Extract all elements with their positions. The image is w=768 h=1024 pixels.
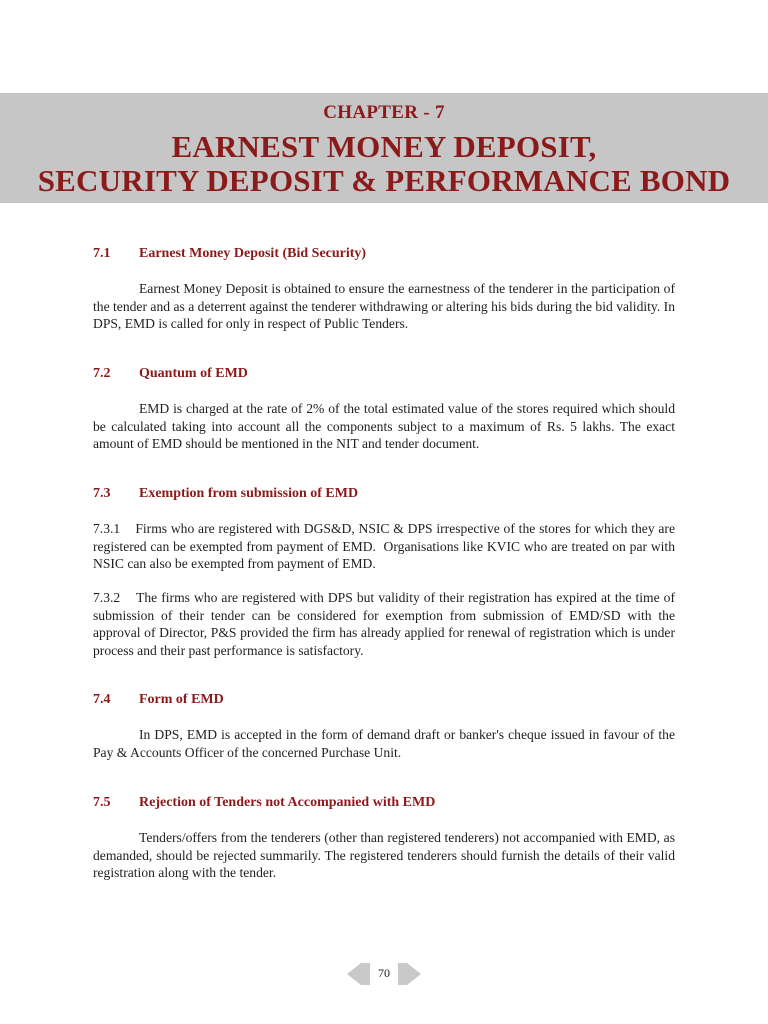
section-heading-7-3 [93, 486, 693, 502]
section-title: Exemption from submission of EMD [139, 486, 359, 501]
section-title: Quantum of EMD [139, 366, 248, 381]
section-heading-7-4 [93, 692, 693, 708]
section-number: 7.2 [93, 366, 111, 381]
subsection-paragraph-7-3-1: 7.3.1 Firms who are registered with DGS&D, NSIC & DPS irrespective of the stores for which they are registered can be exempted from payment of EMD. Organisations like KVIC who are treated on par with NSIC can also be exempted from payment of EMD. [93, 521, 679, 571]
section-number: 7.4 [93, 692, 111, 707]
chapter-banner [0, 93, 768, 203]
section-paragraph-7-5: Tenders/offers from the tenderers (other than registered tenderers) not accompanied with EMD, as demanded, should be rejected summarily. The registered tenderers should furnish the details of their valid registration along with the tender. [93, 830, 675, 880]
section-paragraph-7-2: EMD is charged at the rate of 2% of the total estimated value of the stores required which should be calculated taking into account all the components subject to a maximum of Rs. 5 lakhs. The exact amount of EMD should be mentioned in the NIT and tender document. [93, 401, 675, 451]
subsection-paragraph-7-3-2: 7.3.2 The firms who are registered with DPS but validity of their registration has expired at the time of submission of their tender can be considered for exemption from submission of EMD/SD with the approval of Director, P&S provided the firm has already applied for renewal of registration which is under process and their past performance is satisfactory. [93, 590, 679, 658]
section-paragraph-7-4: In DPS, EMD is accepted in the form of demand draft or banker's cheque issued in favour of the Pay & Accounts Officer of the concerned Purchase Unit. [93, 727, 675, 760]
section-number: 7.1 [93, 246, 111, 261]
section-heading-7-1 [93, 246, 693, 262]
page-number: 70 [378, 966, 390, 980]
section-number: 7.3 [93, 486, 111, 501]
section-paragraph-7-1: Earnest Money Deposit is obtained to ensure the earnestness of the tenderer in the participation of the tender and as a deterrent against the tenderer withdrawing or altering his bids during the bid validity. In DPS, EMD is called for only in respect of Public Tenders. [93, 281, 675, 331]
section-title: Rejection of Tenders not Accompanied with EMD [139, 795, 436, 810]
chapter-label: CHAPTER - 7 [323, 102, 445, 123]
section-heading-7-5 [93, 795, 693, 811]
section-title: Earnest Money Deposit (Bid Security) [139, 246, 367, 261]
section-number: 7.5 [93, 795, 111, 810]
page-number-badge [347, 963, 421, 985]
section-title: Form of EMD [139, 692, 224, 707]
chapter-title-line2: SECURITY DEPOSIT & PERFORMANCE BOND [37, 163, 731, 198]
chapter-title-line1: EARNEST MONEY DEPOSIT, [171, 129, 597, 164]
section-heading-7-2 [93, 366, 693, 382]
